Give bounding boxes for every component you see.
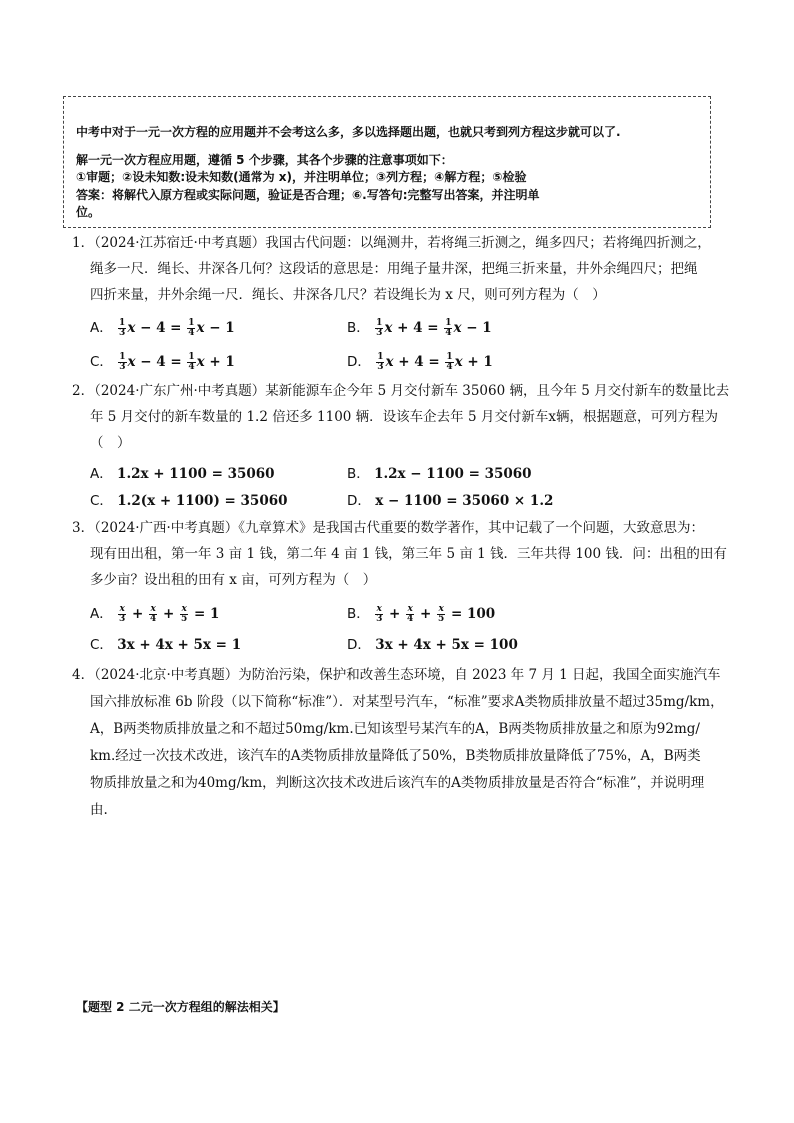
q1-option-b[interactable]: B． $\frac{1}{3}$ x + 4 = $\frac{1}{4}$ x − 1 [347,318,492,338]
q2-line-3: （ ） [90,435,131,451]
q4-line-2: 国六排放标准 6b 阶段（以下简称“标准”）．对某型号汽车，“标准”要求A类物质排放量不超过35mg/km， [90,694,724,710]
q3-line-2: 现有田出租，第一年 3 亩 1 钱，第二年 4 亩 1 钱，第三年 5 亩 1 钱．三年共得 100 钱．问：出租的田有 [90,546,727,562]
question-2-stem [72,378,729,456]
q4-line-1: 4．（2024·北京·中考真题）为防治污染，保护和改善生态环境，自 2023 年 7 月 1 日起，我国全面实施汽车 [72,667,721,683]
q1-line-1: 1．（2024·江苏宿迁·中考真题）我国古代问题：以绳测井，若将绳三折测之，绳多四尺；若将绳四折测之， [72,235,711,251]
q1-option-a[interactable]: A． $\frac{1}{3}$ x − 4 = $\frac{1}{4}$ x − 1 [90,318,235,338]
question-4-stem [72,662,724,824]
q1-line-2: 绳多一尺．绳长、井深各几何？这段话的意思是：用绳子量井深，把绳三折来量，井外余绳四尺；把绳 [90,261,698,277]
q4-line-5: 物质排放量之和为40mg/km，判断这次技术改进后该汽车的A类物质排放量是否符合“标准”，并说明理 [90,775,705,791]
tip-line-1: 中考中对于一元一次方程的应用题并不会考这么多，多以选择题出题，也就只考到列方程这步就可以了. [76,125,621,139]
tip-box [63,96,711,228]
q3-option-d[interactable]: D． 3x + 4x + 5x = 100 [347,637,518,653]
q3-option-b[interactable]: B． $\frac{x}{3}$ + $\frac{x}{4}$ + $\frac{x}{5}$ = 100 [347,604,496,624]
q4-line-6: 由. [90,802,108,818]
q2-option-d[interactable]: D． x − 1100 = 35060 × 1.2 [347,493,554,509]
q1-option-d[interactable]: D． $\frac{1}{3}$ x + 4 = $\frac{1}{4}$ x + 1 [347,352,493,372]
question-3-stem [72,515,727,593]
q1-line-3: 四折来量，井外余绳一尺．绳长、井深各几尺？若设绳长为 x 尺，则可列方程为（ ） [90,287,606,303]
tip-line-5: 位。 [76,205,101,219]
q2-option-c[interactable]: C． 1.2(x + 1100) = 35060 [90,493,288,509]
q2-line-1: 2．（2024·广东广州·中考真题）某新能源车企今年 5 月交付新车 35060 辆，且今年 5 月交付新车的数量比去 [72,383,730,399]
q3-option-c[interactable]: C． 3x + 4x + 5x = 1 [90,637,242,653]
q3-line-3: 多少亩？设出租的田有 x 亩，可列方程为（ ） [90,572,377,588]
q2-option-b[interactable]: B． 1.2x − 1100 = 35060 [347,466,532,482]
q4-line-4: km.经过一次技术改进，该汽车的A类物质排放量降低了50%，B类物质排放量降低了75%，A，B两类 [90,748,701,764]
tip-line-4: 答案：将解代入原方程或实际问题，验证是否合理；⑥.写答句:完整写出答案，并注明单 [76,188,540,202]
q2-option-a[interactable]: A． 1.2x + 1100 = 35060 [90,466,275,482]
q3-option-a[interactable]: A． $\frac{x}{3}$ + $\frac{x}{4}$ + $\frac{x}{5}$ = 1 [90,604,220,624]
tip-line-3: ①审题；②设未知数:设未知数(通常为 x)，并注明单位；③列方程；④解方程；⑤检验 [76,170,527,184]
q1-option-c[interactable]: C． $\frac{1}{3}$ x − 4 = $\frac{1}{4}$ x + 1 [90,352,235,372]
q4-line-3: A，B两类物质排放量之和不超过50mg/km.已知该型号某汽车的A，B两类物质排放量之和原为92mg/ [90,721,700,737]
tip-line-2: 解一元一次方程应用题，遵循 5 个步骤，其各个步骤的注意事项如下： [76,153,453,167]
question-1-stem [72,230,711,308]
q2-line-2: 年 5 月交付的新车数量的 1.2 倍还多 1100 辆．设该车企去年 5 月交付新车x辆，根据题意，可列方程为 [90,409,718,425]
q3-line-1: 3．（2024·广西·中考真题）《九章算术》是我国古代重要的数学著作，其中记载了一个问题，大致意思为： [72,520,705,536]
section-title: 【题型 2 二元一次方程组的解法相关】 [76,1000,285,1014]
